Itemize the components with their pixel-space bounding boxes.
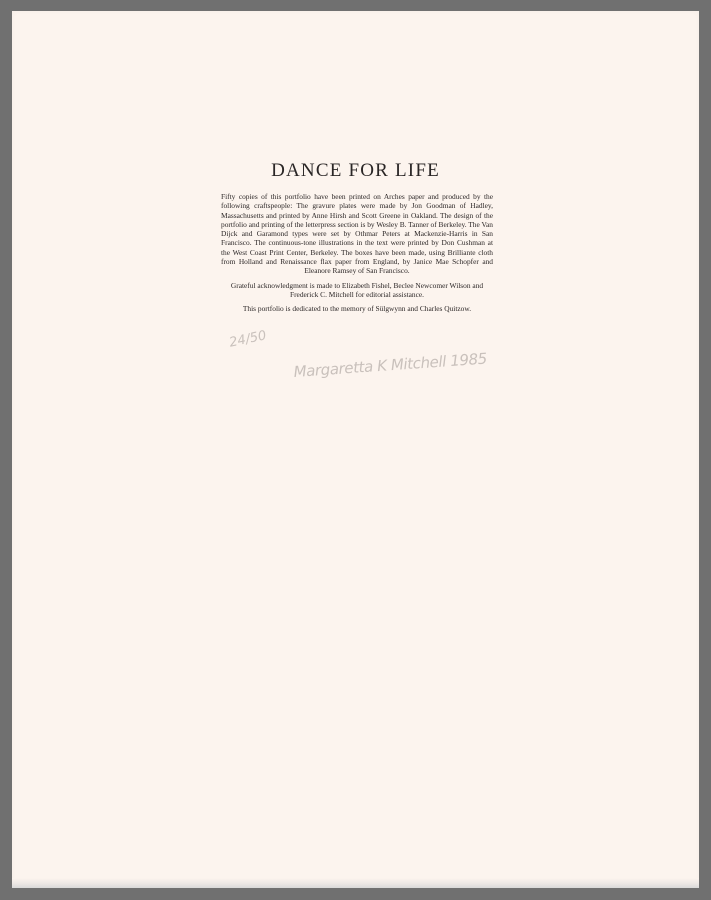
paper-sheet (12, 11, 699, 888)
deckle-edge (12, 878, 699, 888)
colophon-text-block (221, 192, 493, 314)
artist-signature: Margaretta K Mitchell 1985 (293, 349, 488, 381)
edition-number: 24/50 (228, 328, 268, 351)
dedication-paragraph: This portfolio is dedicated to the memory of Sülgwynn and Charles Quitzow. (242, 304, 472, 314)
acknowledgment-paragraph: Grateful acknowledgment is made to Elizabeth Fishel, Beclee Newcomer Wilson and Frederick C. Mitchell for editorial assistance. (230, 280, 484, 299)
colophon-paragraph: Fifty copies of this portfolio have been printed on Arches paper and produced by the following craftspeople: The gravure plates were made by Jon Goodman of Hadley, Massachusetts and printed by Anne Hirsh and Scott Greene in Oakland. The design of the portfolio and printing of the letterpress section is by Wesley B. Tanner of Berkeley. The Van Dijck and Garamond types were set by Othmar Peters at Mackenzie-Harris in San Francisco. The continuous-tone illustrations in the text were printed by Don Cushman at the West Coast Print Center, Berkeley. The boxes have been made, using Brilliante cloth from Holland and Renaissance flax paper from England, by Janice Mae Schopfer and Eleanore Ramsey of San Francisco. (221, 192, 493, 276)
document-title: DANCE FOR LIFE (271, 160, 440, 181)
